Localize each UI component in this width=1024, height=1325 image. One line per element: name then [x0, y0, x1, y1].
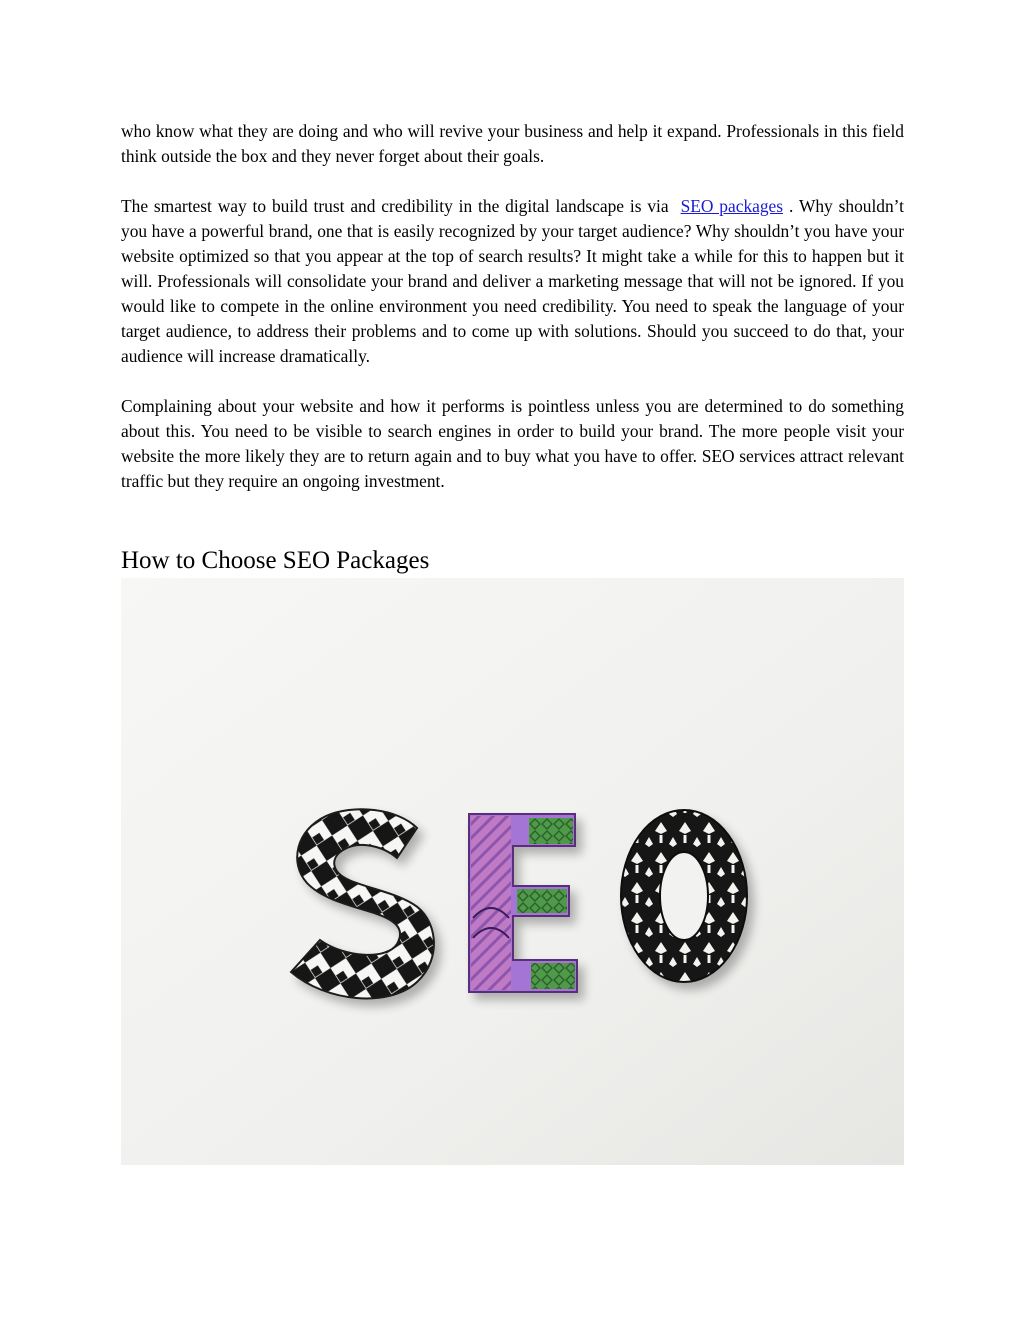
- paragraph-2-before-link: The smartest way to build trust and credibility in the digital landscape is via: [121, 196, 669, 216]
- letter-e-shape: [469, 814, 577, 992]
- seo-letters-photo: [121, 578, 904, 1165]
- paragraph-1: who know what they are doing and who will revive your business and help it expand. Professionals in this field think outside the box and they never forget about their goals.: [121, 121, 904, 166]
- section-heading: How to Choose SEO Packages: [121, 547, 430, 574]
- letter-o-shape: [621, 810, 747, 982]
- paragraph-2: [121, 194, 904, 369]
- paragraph-3: Complaining about your website and how it performs is pointless unless you are determined to do something about this. You need to be visible to search engines in order to build your brand. The more people visit your website the more likely they are to return again and to buy what you have to offer. SEO services attract relevant traffic but they require an ongoing investment.: [121, 396, 904, 491]
- seo-packages-link[interactable]: SEO packages: [680, 196, 784, 216]
- document-body: [121, 119, 904, 494]
- paragraph-2-after-link: . Why shouldn’t you have a powerful brand, one that is easily recognized by your target audience? Why shouldn’t you have your website optimized so that you appear at the top of search results? It might take a while for this to happen but it will. Professionals will consolidate your brand and deliver a marketing message that will not be ignored. If you would like to compete in the online environment you need credibility. You need to speak the language of your target audience, to address their problems and to come up with solutions. Should you succeed to do that, your audience will increase dramatically.: [121, 196, 904, 366]
